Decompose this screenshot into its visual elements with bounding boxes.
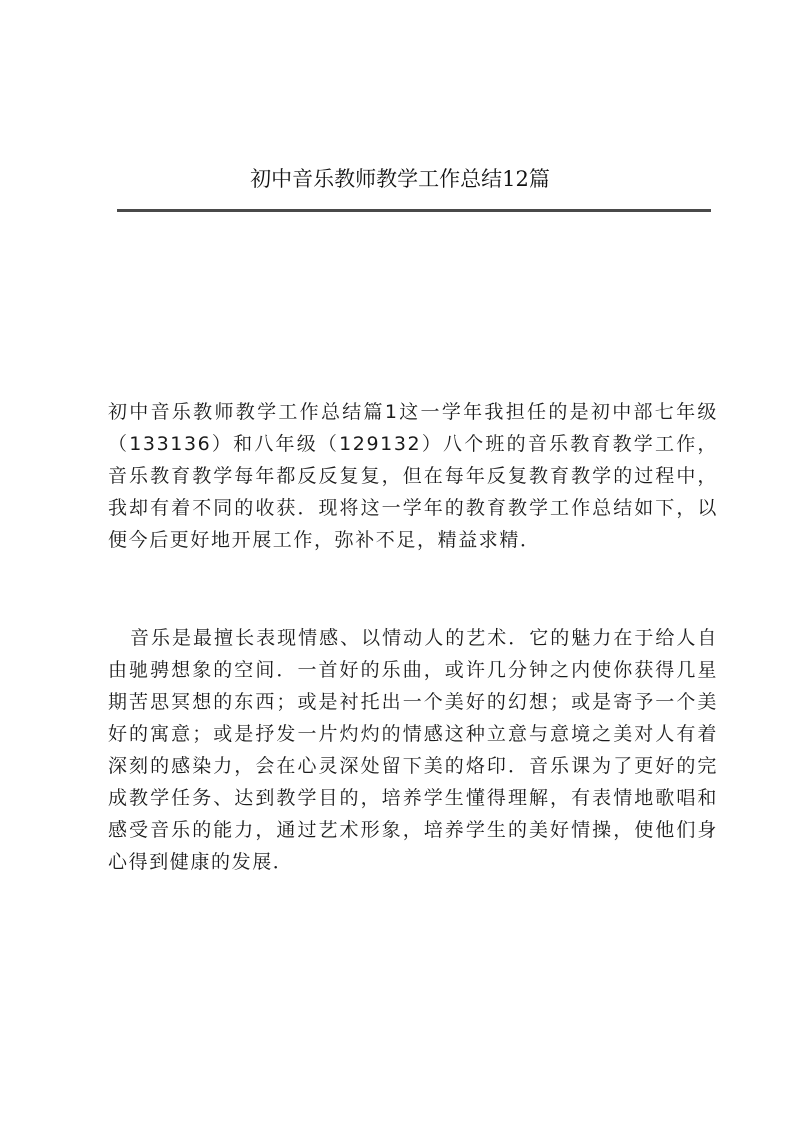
- paragraph-intro: 初中音乐教师教学工作总结篇1这一学年我担任的是初中部七年级（133136）和八年级（129132）八个班的音乐教育教学工作，音乐教育教学每年都反反复复，但在每年反复教育教学的过程中，我却有着不同的收获．现将这一学年的教育教学工作总结如下，以便今后更好地开展工作，弥补不足，精益求精．: [108, 401, 718, 551]
- paragraph-music-art: 音乐是最擅长表现情感、以情动人的艺术．它的魅力在于给人自由驰骋想象的空间．一首好的乐曲，或许几分钟之内使你获得几星期苦思冥想的东西；或是衬托出一个美好的幻想；或是寄予一个美好的寓意；或是抒发一片灼灼的情感这种立意与意境之美对人有着深刻的感染力，会在心灵深处留下美的烙印．音乐课为了更好的完成教学任务、达到教学目的，培养学生懂得理解，有表情地歌唱和感受音乐的能力，通过艺术形象，培养学生的美好情操，使他们身心得到健康的发展．: [108, 627, 718, 873]
- document-title: 初中音乐教师教学工作总结12篇: [250, 167, 550, 191]
- title-divider: [117, 209, 711, 212]
